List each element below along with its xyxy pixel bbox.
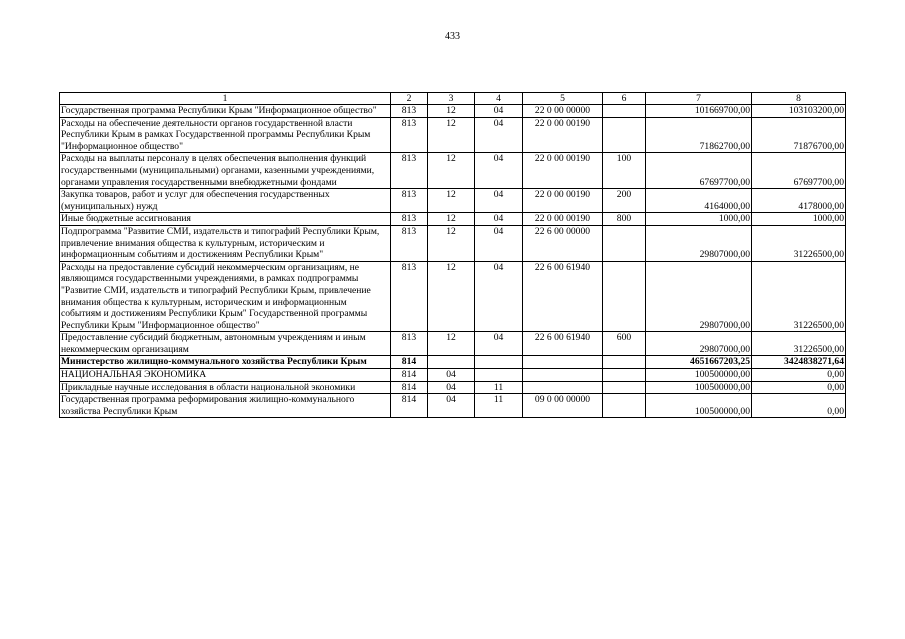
table-row xyxy=(60,261,846,332)
target-article-cell xyxy=(523,369,603,382)
amount-cell-7: 29807000,00 xyxy=(646,261,752,332)
section-cell: 04 xyxy=(428,381,475,394)
table-row xyxy=(60,381,846,394)
section-cell: 12 xyxy=(428,225,475,261)
row-name-cell: Расходы на выплаты персоналу в целях обеспечения выполнения функций государственными (муниципальными) органами, казенными учреждениями, органами управления государственными внебюджетными фондами xyxy=(60,153,391,189)
amount-cell-7: 29807000,00 xyxy=(646,332,752,356)
target-article-cell: 22 6 00 00000 xyxy=(523,225,603,261)
subsection-cell: 04 xyxy=(475,105,523,118)
code-cell: 813 xyxy=(391,117,428,153)
table-row xyxy=(60,105,846,118)
expense-type-cell xyxy=(603,117,646,153)
target-article-cell: 22 0 00 00190 xyxy=(523,189,603,213)
amount-cell-7: 4164000,00 xyxy=(646,189,752,213)
row-name-cell: Предоставление субсидий бюджетным, автономным учреждениям и иным некоммерческим организациям xyxy=(60,332,391,356)
amount-cell-7: 1000,00 xyxy=(646,213,752,226)
subsection-cell: 04 xyxy=(475,261,523,332)
section-cell: 12 xyxy=(428,105,475,118)
table-row xyxy=(60,332,846,356)
header-cell: 1 xyxy=(60,93,391,105)
expense-type-cell xyxy=(603,394,646,418)
code-cell: 813 xyxy=(391,105,428,118)
amount-cell-8: 1000,00 xyxy=(752,213,846,226)
section-cell: 12 xyxy=(428,189,475,213)
section-cell: 12 xyxy=(428,213,475,226)
subsection-cell: 04 xyxy=(475,213,523,226)
table-row xyxy=(60,117,846,153)
amount-cell-7: 67697700,00 xyxy=(646,153,752,189)
section-cell xyxy=(428,356,475,369)
amount-cell-8: 0,00 xyxy=(752,369,846,382)
row-name-cell: Государственная программа Республики Крым "Информационное общество" xyxy=(60,105,391,118)
section-cell: 12 xyxy=(428,332,475,356)
target-article-cell: 22 0 00 00190 xyxy=(523,117,603,153)
subsection-cell: 11 xyxy=(475,394,523,418)
budget-table xyxy=(59,92,846,418)
subsection-cell: 04 xyxy=(475,117,523,153)
table-row xyxy=(60,213,846,226)
expense-type-cell: 200 xyxy=(603,189,646,213)
code-cell: 814 xyxy=(391,381,428,394)
expense-type-cell xyxy=(603,369,646,382)
expense-type-cell xyxy=(603,381,646,394)
target-article-cell: 22 0 00 00000 xyxy=(523,105,603,118)
subsection-cell xyxy=(475,369,523,382)
row-name-cell: Расходы на обеспечение деятельности органов государственной власти Республики Крым в рамках Государственной программы Республики Крым "Информационное общество" xyxy=(60,117,391,153)
amount-cell-8: 103103200,00 xyxy=(752,105,846,118)
amount-cell-7: 4651667203,25 xyxy=(646,356,752,369)
amount-cell-8: 67697700,00 xyxy=(752,153,846,189)
table-header-row xyxy=(60,93,846,105)
expense-type-cell: 600 xyxy=(603,332,646,356)
table-row xyxy=(60,394,846,418)
subsection-cell: 04 xyxy=(475,332,523,356)
table-row xyxy=(60,356,846,369)
row-name-cell: Закупка товаров, работ и услуг для обеспечения государственных (муниципальных) нужд xyxy=(60,189,391,213)
table-row xyxy=(60,369,846,382)
amount-cell-8: 0,00 xyxy=(752,381,846,394)
target-article-cell: 09 0 00 00000 xyxy=(523,394,603,418)
amount-cell-7: 101669700,00 xyxy=(646,105,752,118)
subsection-cell xyxy=(475,356,523,369)
subsection-cell: 11 xyxy=(475,381,523,394)
code-cell: 813 xyxy=(391,189,428,213)
header-cell: 3 xyxy=(428,93,475,105)
target-article-cell xyxy=(523,381,603,394)
code-cell: 813 xyxy=(391,153,428,189)
section-cell: 12 xyxy=(428,117,475,153)
subsection-cell: 04 xyxy=(475,225,523,261)
table-row xyxy=(60,225,846,261)
subsection-cell: 04 xyxy=(475,189,523,213)
row-name-cell: Министерство жилищно-коммунального хозяйства Республики Крым xyxy=(60,356,391,369)
amount-cell-8: 31226500,00 xyxy=(752,261,846,332)
header-cell: 8 xyxy=(752,93,846,105)
section-cell: 04 xyxy=(428,369,475,382)
section-cell: 12 xyxy=(428,153,475,189)
expense-type-cell: 800 xyxy=(603,213,646,226)
target-article-cell: 22 0 00 00190 xyxy=(523,213,603,226)
code-cell: 814 xyxy=(391,356,428,369)
amount-cell-8: 31226500,00 xyxy=(752,225,846,261)
code-cell: 813 xyxy=(391,332,428,356)
header-cell: 4 xyxy=(475,93,523,105)
header-cell: 7 xyxy=(646,93,752,105)
amount-cell-7: 29807000,00 xyxy=(646,225,752,261)
expense-type-cell: 100 xyxy=(603,153,646,189)
row-name-cell: Подпрограмма "Развитие СМИ, издательств и типографий Республики Крым, привлечение внимания общества к культурным, историческим и информационным событиям и достижениям Республики Крым" xyxy=(60,225,391,261)
code-cell: 813 xyxy=(391,225,428,261)
code-cell: 814 xyxy=(391,394,428,418)
code-cell: 813 xyxy=(391,213,428,226)
amount-cell-8: 31226500,00 xyxy=(752,332,846,356)
table-row xyxy=(60,153,846,189)
target-article-cell xyxy=(523,356,603,369)
row-name-cell: НАЦИОНАЛЬНАЯ ЭКОНОМИКА xyxy=(60,369,391,382)
target-article-cell: 22 6 00 61940 xyxy=(523,332,603,356)
row-name-cell: Иные бюджетные ассигнования xyxy=(60,213,391,226)
amount-cell-7: 71862700,00 xyxy=(646,117,752,153)
expense-type-cell xyxy=(603,105,646,118)
code-cell: 814 xyxy=(391,369,428,382)
expense-type-cell xyxy=(603,225,646,261)
expense-type-cell xyxy=(603,261,646,332)
amount-cell-7: 100500000,00 xyxy=(646,394,752,418)
header-cell: 2 xyxy=(391,93,428,105)
header-cell: 5 xyxy=(523,93,603,105)
row-name-cell: Государственная программа реформирования жилищно-коммунального хозяйства Республики Крым xyxy=(60,394,391,418)
amount-cell-8: 4178000,00 xyxy=(752,189,846,213)
amount-cell-7: 100500000,00 xyxy=(646,369,752,382)
section-cell: 12 xyxy=(428,261,475,332)
header-cell: 6 xyxy=(603,93,646,105)
table-row xyxy=(60,189,846,213)
amount-cell-8: 71876700,00 xyxy=(752,117,846,153)
section-cell: 04 xyxy=(428,394,475,418)
page-number: 433 xyxy=(445,31,460,42)
expense-type-cell xyxy=(603,356,646,369)
target-article-cell: 22 0 00 00190 xyxy=(523,153,603,189)
code-cell: 813 xyxy=(391,261,428,332)
amount-cell-8: 0,00 xyxy=(752,394,846,418)
amount-cell-7: 100500000,00 xyxy=(646,381,752,394)
row-name-cell: Расходы на предоставление субсидий некоммерческим организациям, не являющимся государственными учреждениями, в рамках подпрограммы "Развитие СМИ, издательств и типографий Республики Крым, привлечение внимания общества к культурным, историческим и информационным событиям и достижениям Республики Крым" Государственной программы Республики Крым "Информационное общество" xyxy=(60,261,391,332)
subsection-cell: 04 xyxy=(475,153,523,189)
row-name-cell: Прикладные научные исследования в области национальной экономики xyxy=(60,381,391,394)
target-article-cell: 22 6 00 61940 xyxy=(523,261,603,332)
amount-cell-8: 3424838271,64 xyxy=(752,356,846,369)
